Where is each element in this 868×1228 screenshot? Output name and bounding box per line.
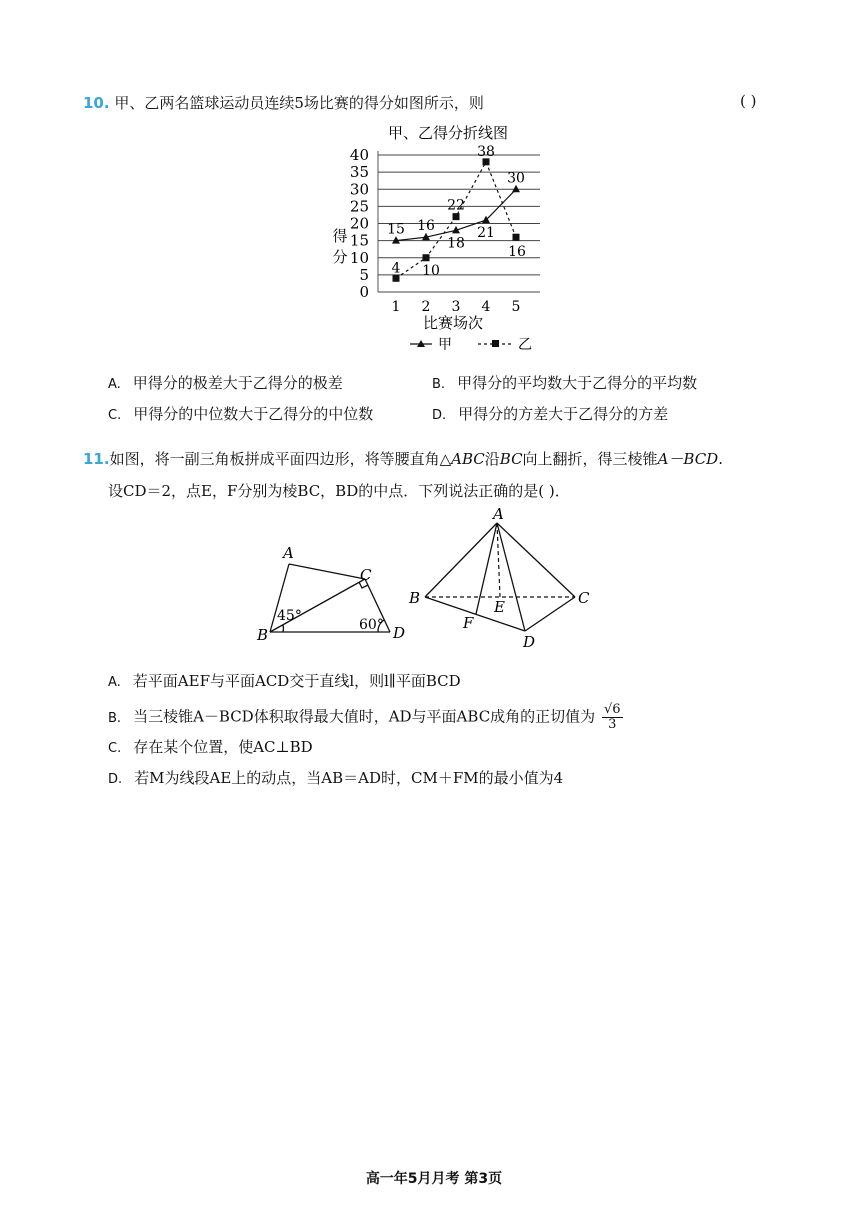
- y-tick-label: 15: [349, 231, 369, 250]
- x-tick-label: 4: [481, 299, 491, 315]
- option-11-d: D. 若M为线段AE上的动点，当AB＝AD时，CM＋FM的最小值为4: [108, 769, 564, 787]
- data-label: 10: [422, 262, 440, 279]
- angle-45: 45°: [277, 608, 302, 624]
- option-11-a: A. 若平面AEF与平面ACD交于直线l，则l∥平面BCD: [108, 672, 461, 690]
- x-tick-label: 1: [391, 299, 401, 315]
- y-tick-label: 30: [349, 180, 369, 199]
- y-axis-label-2: 分: [332, 248, 348, 266]
- question-text: 甲、乙两名篮球运动员连续5场比赛的得分如图所示，则: [114, 94, 484, 112]
- chart-legend: [410, 337, 532, 353]
- question-10-stem: [83, 92, 484, 113]
- label-d: D: [523, 633, 536, 650]
- data-label: 4: [391, 260, 401, 277]
- data-label: 16: [417, 218, 435, 235]
- option-11-b: B. 当三棱锥A－BCD体积取得最大值时，AD与平面ABC成角的正切值为 $\frac{√6}{3}$: [108, 702, 621, 732]
- square-marker-icon: [492, 340, 499, 347]
- label-e: E: [494, 598, 505, 616]
- label-a: A: [493, 505, 504, 523]
- line-chart: [320, 118, 560, 358]
- legend-jia: 甲: [438, 337, 452, 353]
- data-label: 30: [507, 170, 525, 187]
- y-tick-label: 10: [349, 248, 369, 267]
- y-axis-label-1: 得: [332, 227, 348, 245]
- x-tick-label: 2: [421, 299, 431, 315]
- quadrilateral-figure: [250, 536, 420, 646]
- square-point: [423, 254, 430, 261]
- option-11-c: C. 存在某个位置，使AC⊥BD: [108, 738, 313, 756]
- fraction: $\frac{√6}{3}$: [603, 702, 621, 732]
- data-label: 22: [447, 197, 465, 214]
- y-tick-label: 5: [359, 265, 369, 284]
- y-tick-label: 25: [349, 197, 369, 216]
- label-c: C: [360, 566, 372, 584]
- page-footer: 高一年5月月考 第3页: [365, 1171, 503, 1187]
- label-b: B: [257, 626, 269, 644]
- label-b: B: [409, 589, 421, 607]
- answer-bracket: ( ): [740, 92, 757, 110]
- question-number: 10.: [83, 94, 110, 112]
- data-label: 18: [447, 235, 465, 252]
- x-tick-label: 3: [451, 299, 461, 315]
- square-point: [513, 234, 520, 241]
- option-10-a: A. 甲得分的极差大于乙得分的极差: [108, 374, 343, 392]
- data-label: 15: [387, 221, 405, 238]
- x-axis-label: 比赛场次: [422, 314, 484, 332]
- question-11-line2: 设CD＝2，点E，F分别为棱BC，BD的中点．下列说法正确的是( )．: [108, 482, 570, 500]
- pyramid-figure: [405, 505, 600, 650]
- x-axis-ticks: [392, 299, 521, 315]
- y-tick-label: 0: [359, 283, 369, 301]
- question-number: 11.: [83, 450, 110, 468]
- label-f: F: [463, 614, 474, 632]
- option-10-d: D. 甲得分的方差大于乙得分的方差: [432, 405, 669, 423]
- data-label: 38: [477, 143, 495, 160]
- angle-60: 60°: [359, 617, 384, 633]
- y-tick-label: 20: [349, 214, 369, 233]
- legend-yi: 乙: [518, 337, 532, 353]
- question-11-line1: 11.如图，将一副三角板拼成平面四边形，将等腰直角△ABC沿BC向上翻折，得三棱锥A－BCD.: [83, 450, 723, 468]
- label-d: D: [393, 624, 406, 642]
- chart-title: 甲、乙得分折线图: [387, 124, 509, 142]
- option-10-c: C. 甲得分的中位数大于乙得分的中位数: [108, 405, 374, 423]
- chart-series: [387, 144, 526, 282]
- y-axis-ticks: [350, 146, 369, 301]
- data-label: 16: [508, 244, 526, 261]
- x-tick-label: 5: [511, 299, 521, 315]
- label-a: A: [283, 544, 294, 562]
- data-label: 21: [477, 225, 495, 242]
- label-c: C: [578, 589, 590, 607]
- y-tick-label: 35: [349, 163, 369, 182]
- square-point: [453, 213, 460, 220]
- option-10-b: B. 甲得分的平均数大于乙得分的平均数: [432, 374, 698, 392]
- y-tick-label: 40: [349, 146, 369, 164]
